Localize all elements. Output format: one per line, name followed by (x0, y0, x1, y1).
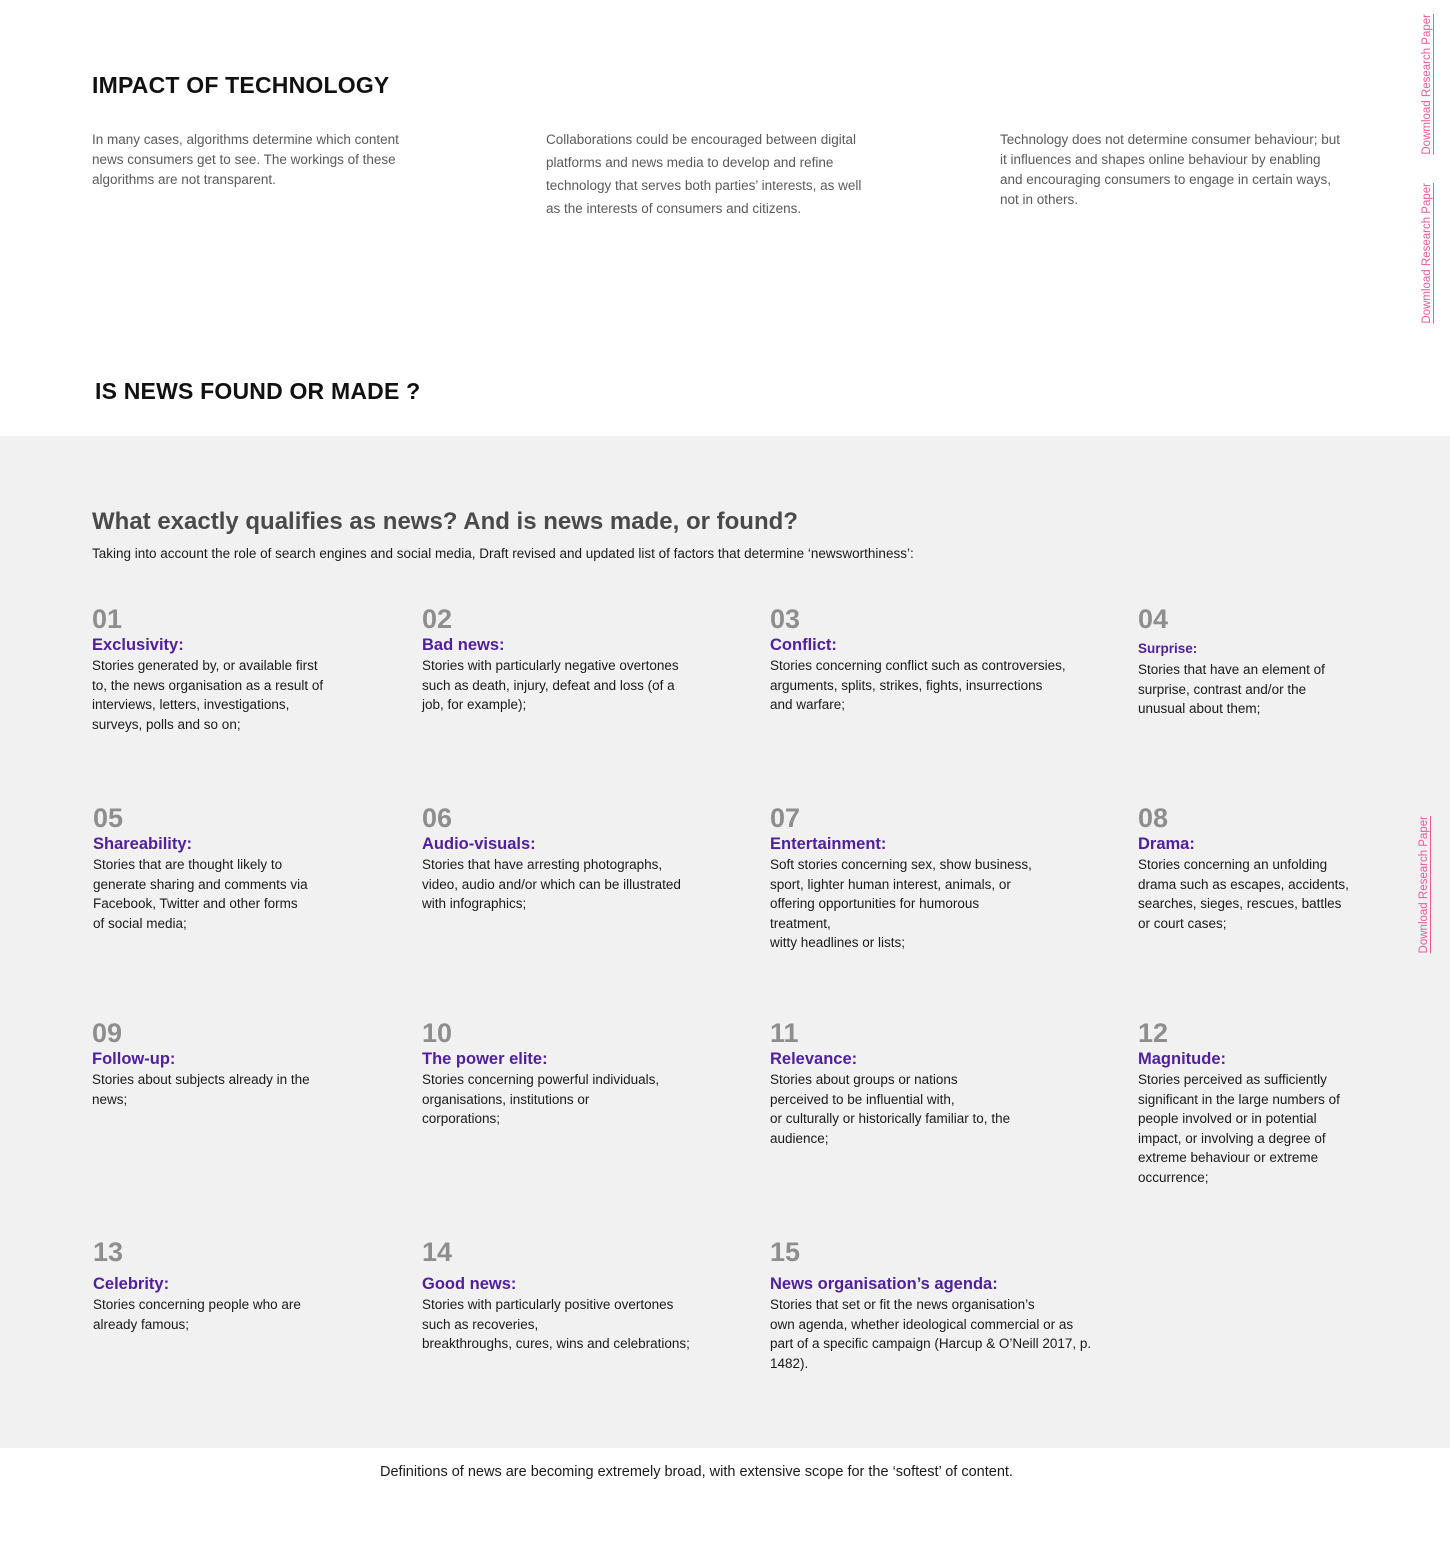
factor-description: Stories concerning conflict such as controversies, arguments, splits, strikes, fights, insurrections and warfare; (770, 658, 1066, 713)
factor-title: Audio-visuals: (422, 835, 536, 853)
factor-description: Stories with particularly negative overtones such as death, injury, defeat and loss (of a job, for example); (422, 658, 679, 713)
factor-item (422, 605, 742, 715)
factor-title: Conflict: (770, 636, 837, 654)
factor-number: 10 (422, 1018, 453, 1048)
factor-item (1138, 1019, 1398, 1188)
factor-description: Stories that are thought likely to generate sharing and comments via Facebook, Twitter and other forms of social media; (93, 857, 308, 931)
factor-title: Surprise: (1138, 641, 1198, 656)
download-research-paper-link-2[interactable]: Dowmload Research Paper (1421, 183, 1433, 324)
download-research-paper-link-1[interactable]: Dowmload Research Paper (1421, 14, 1433, 155)
factor-title: Exclusivity: (92, 636, 184, 654)
factor-number: 02 (422, 604, 453, 634)
factor-description: Stories that have an element of surprise, contrast and/or the unusual about them; (1138, 662, 1325, 717)
factor-title: Follow-up: (92, 1050, 176, 1068)
factor-description: Stories with particularly positive overtones such as recoveries, breakthroughs, cures, wins and celebrations; (422, 1297, 690, 1352)
factor-item (92, 1019, 392, 1109)
factor-title: The power elite: (422, 1050, 548, 1068)
factor-number: 08 (1138, 803, 1169, 833)
factor-description: Stories that have arresting photographs, video, audio and/or which can be illustrated with infographics; (422, 857, 681, 912)
factor-title: Celebrity: (93, 1275, 170, 1293)
download-research-paper-link-3[interactable]: Download Research Paper (1418, 816, 1430, 954)
factor-description: Stories perceived as sufficiently significant in the large numbers of people involved or in potential impact, or involving a degree of extreme behaviour or extreme occurrence; (1138, 1072, 1340, 1185)
factor-item (92, 605, 392, 734)
factor-number: 15 (770, 1237, 801, 1267)
factor-number: 05 (93, 803, 124, 833)
factor-description: Stories concerning an unfolding drama such as escapes, accidents, searches, sieges, rescues, battles or court cases; (1138, 857, 1349, 931)
factor-number: 06 (422, 803, 453, 833)
factor-number: 01 (92, 604, 123, 634)
news-question-title: What exactly qualifies as news? And is news made, or found? (92, 508, 798, 535)
factor-number: 14 (422, 1237, 453, 1267)
factor-item (93, 1238, 393, 1334)
factor-title: Magnitude: (1138, 1050, 1226, 1068)
impact-paragraph-1: In many cases, algorithms determine which content news consumers get to see. The workings of these algorithms are not transparent. (92, 132, 399, 187)
factor-number: 11 (770, 1018, 799, 1048)
factor-item (1138, 605, 1398, 719)
factor-item (422, 1238, 742, 1354)
factor-item (1138, 804, 1398, 933)
factor-number: 09 (92, 1018, 123, 1048)
impact-paragraph-2: Collaborations could be encouraged between digital platforms and news media to develop and refine technology that serves both parties’ interests, as well as the interests of consumers and citizens. (546, 132, 862, 216)
factor-number: 07 (770, 803, 801, 833)
impact-paragraph-3: Technology does not determine consumer behaviour; but it influences and shapes online behaviour by enabling and encouraging consumers to engage in certain ways, not in others. (1000, 132, 1340, 207)
factor-description: Stories about groups or nations perceived to be influential with, or culturally or historically familiar to, the audience; (770, 1072, 1011, 1146)
factor-description: Stories concerning powerful individuals, organisations, institutions or corporations; (422, 1072, 660, 1127)
factor-number: 04 (1138, 604, 1169, 634)
factor-number: 03 (770, 604, 801, 634)
factor-description: Stories that set or fit the news organisation’s own agenda, whether ideological commercial or as part of a specific campaign (Harcup & O’Neill 2017, p. 1482). (770, 1297, 1092, 1371)
factor-item (770, 1019, 1110, 1148)
factor-number: 13 (93, 1237, 124, 1267)
factor-title: Shareability: (93, 835, 193, 853)
factor-title: Bad news: (422, 636, 505, 654)
factor-item (93, 804, 393, 933)
impact-heading: IMPACT OF TECHNOLOGY (92, 72, 390, 98)
factor-description: Stories about subjects already in the news; (92, 1072, 310, 1107)
factor-description: Stories generated by, or available first to, the news organisation as a result of interviews, letters, investigations, surveys, polls and so on; (92, 658, 324, 732)
news-section-heading: IS NEWS FOUND OR MADE ? (95, 378, 421, 404)
news-question-subtitle: Taking into account the role of search engines and social media, Draft revised and updated list of factors that determine ‘newsworthiness’: (92, 546, 914, 561)
factor-item (770, 1238, 1130, 1373)
footer-statement: Definitions of news are becoming extremely broad, with extensive scope for the ‘softest’ of content. (380, 1464, 1013, 1480)
factor-item (770, 605, 1110, 715)
factor-item (422, 1019, 742, 1129)
factor-description: Stories concerning people who are already famous; (93, 1297, 301, 1332)
factor-title: Good news: (422, 1275, 517, 1293)
factor-title: Relevance: (770, 1050, 858, 1068)
factor-item (422, 804, 742, 914)
factor-title: News organisation’s agenda: (770, 1275, 998, 1293)
factor-item (770, 804, 1110, 953)
factor-description: Soft stories concerning sex, show business, sport, lighter human interest, animals, or offering opportunities for humorous treatment, witty headlines or lists; (770, 857, 1032, 951)
factor-number: 12 (1138, 1018, 1169, 1048)
factor-title: Entertainment: (770, 835, 887, 853)
factor-title: Drama: (1138, 835, 1195, 853)
